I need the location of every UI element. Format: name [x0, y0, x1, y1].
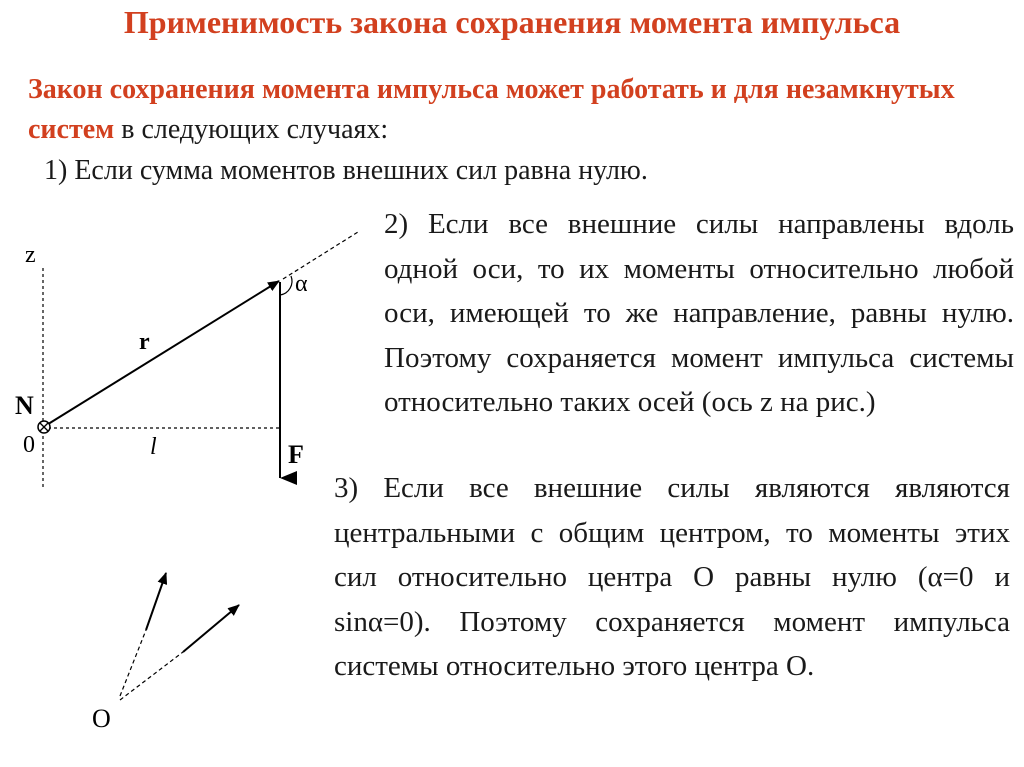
angle-alpha-arc — [280, 276, 292, 295]
label-zero: 0 — [23, 432, 35, 458]
central-force-1 — [146, 573, 166, 630]
central-forces-diagram — [92, 573, 239, 733]
central-line-2-dashed — [120, 652, 183, 700]
label-l: l — [150, 434, 157, 460]
label-alpha: α — [295, 271, 308, 297]
central-line-1-dashed — [120, 630, 146, 696]
label-O: O — [92, 704, 111, 733]
label-F: F — [288, 440, 304, 469]
intro-rest: в следующих случаях: — [114, 114, 389, 145]
label-r: r — [139, 329, 150, 355]
label-z: z — [25, 242, 36, 268]
axis-diagram — [15, 232, 358, 490]
radius-vector-r — [45, 281, 279, 426]
slide-title: Применимость закона сохранения момента импульса — [123, 4, 901, 40]
label-N: N — [15, 391, 34, 420]
case-3-text: 3) Если все внешние силы являются являются центральными с общим центром, то моменты этих сил относительно центра О равны нулю (α=0 и sinα=0). Поэтому сохраняется момент импульса системы относительно этого центра О. — [334, 472, 1010, 682]
case-1-text: 1) Если сумма моментов внешних сил равна нулю. — [44, 155, 648, 186]
central-force-2 — [183, 605, 239, 652]
case-2-text: 2) Если все внешние силы направлены вдоль одной оси, то их моменты относительно любой оси, имеющей то же направление, равны нулю. Поэтому сохраняется момент импульса системы относительно таких осей (ось z на рис.) — [384, 208, 1014, 418]
intro-highlight: Закон сохранения момента импульса может работать и для незамкнутых систем — [28, 74, 955, 145]
